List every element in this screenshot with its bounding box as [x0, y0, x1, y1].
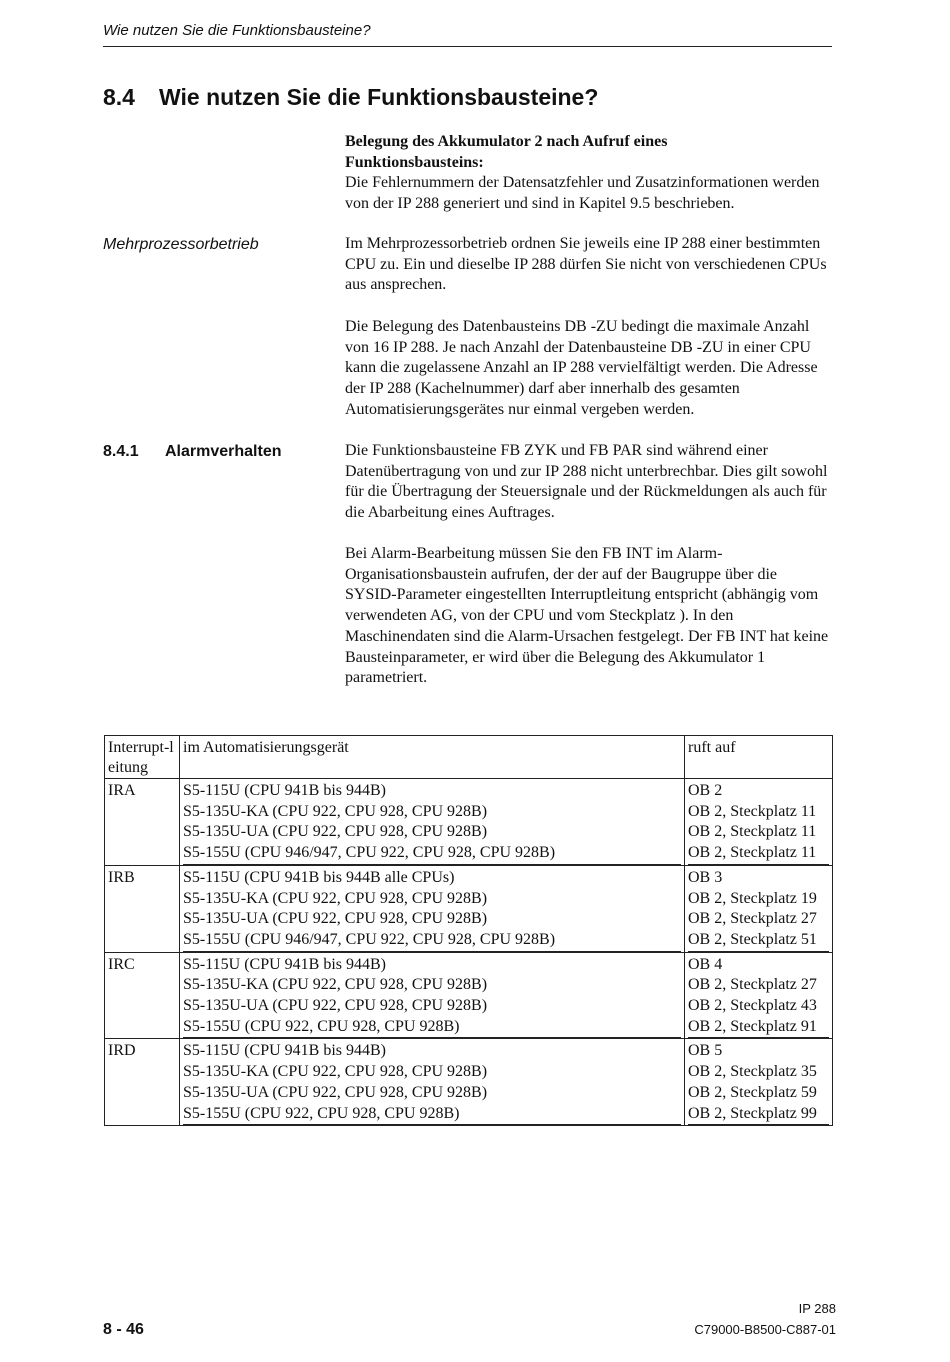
interrupt-table: [104, 735, 833, 1126]
call-cell: [685, 1039, 833, 1126]
call-entry: OB 2, Steckplatz 11: [688, 823, 817, 841]
device-entry: S5-115U (CPU 941B bis 944B): [183, 955, 386, 973]
device-entry: S5-135U-KA (CPU 922, CPU 928, CPU 928B): [183, 802, 488, 820]
call-entry: OB 2, Steckplatz 11: [688, 802, 817, 820]
call-entry: OB 2, Steckplatz 35: [688, 1063, 817, 1081]
device-entry: S5-135U-UA (CPU 922, CPU 928, CPU 928B): [183, 1083, 488, 1101]
header-device: im Automatisierungsgerät: [180, 736, 685, 779]
running-header: Wie nutzen Sie die Funktionsbausteine?: [103, 22, 371, 39]
call-entry: OB 2, Steckplatz 59: [688, 1083, 817, 1101]
device-entry: S5-135U-UA (CPU 922, CPU 928, CPU 928B): [183, 997, 488, 1015]
multiproc-block: [345, 234, 830, 296]
interrupt-line-cell: IRD: [105, 1039, 180, 1126]
multiproc-para1: Im Mehrprozessorbetrieb ordnen Sie jeweils eine IP 288 einer bestimmten CPU zu. Ein und dieselbe IP 288 dürfen Sie nicht von verschiedenen CPUs aus ansprechen.: [345, 235, 827, 294]
footer-doc-number: C79000-B8500-C887-01: [694, 1322, 836, 1337]
device-cell: [180, 779, 685, 866]
accu-heading-line1: Belegung des Akkumulator 2 nach Aufruf eines: [345, 133, 668, 150]
interrupt-line-cell: IRC: [105, 952, 180, 1039]
table-row: [105, 779, 833, 866]
device-entry: S5-155U (CPU 946/947, CPU 922, CPU 928, CPU 928B): [183, 843, 681, 865]
page-number: 8 - 46: [103, 1321, 144, 1338]
call-entry: OB 3: [688, 868, 723, 886]
alarm-block: [345, 441, 830, 524]
interrupt-line-cell: IRB: [105, 865, 180, 952]
section-title: Wie nutzen Sie die Funktionsbausteine?: [159, 84, 599, 110]
device-entry: S5-135U-KA (CPU 922, CPU 928, CPU 928B): [183, 889, 488, 907]
device-entry: S5-135U-UA (CPU 922, CPU 928, CPU 928B): [183, 823, 488, 841]
section-heading: [103, 84, 598, 111]
section-number: 8.4: [103, 84, 135, 110]
alarm-title: Alarmverhalten: [165, 443, 282, 460]
call-entry: OB 2, Steckplatz 99: [688, 1104, 829, 1126]
accu-text: Die Fehlernummern der Datensatzfehler und Zusatzinformationen werden von der IP 288 generiert und sind in Kapitel 9.5 beschrieben.: [345, 174, 820, 213]
device-cell: [180, 1039, 685, 1126]
table-header-row: [105, 736, 833, 779]
alarm-number: 8.4.1: [103, 443, 139, 460]
multiproc-block-2: [345, 317, 830, 421]
device-entry: S5-115U (CPU 941B bis 944B): [183, 1042, 386, 1060]
footer-product: IP 288: [798, 1301, 836, 1316]
device-entry: S5-155U (CPU 922, CPU 928, CPU 928B): [183, 1104, 681, 1126]
call-entry: OB 2: [688, 782, 723, 799]
call-entry: OB 2, Steckplatz 51: [688, 930, 829, 952]
call-entry: OB 2, Steckplatz 27: [688, 976, 817, 994]
device-cell: [180, 865, 685, 952]
multiproc-para2: Die Belegung des Datenbausteins DB -ZU bedingt die maximale Anzahl von 16 IP 288. Je nach Anzahl der Datenbausteine DB -ZU in einer CPU kann die zugelassene Anzahl an IP 288 vervielfältigt werden. Die Adresse der IP 288 (Kachelnummer) darf aber innerhalb des gesamten Automatisierungsgerätes nur einmal vergeben werden.: [345, 318, 818, 418]
header-interrupt-line: Interrupt-leitung: [105, 736, 180, 779]
call-entry: OB 2, Steckplatz 19: [688, 889, 817, 907]
call-entry: OB 4: [688, 955, 723, 973]
alarm-block-2: [345, 544, 830, 689]
device-entry: S5-115U (CPU 941B bis 944B alle CPUs): [183, 868, 455, 886]
footer-doc-info: [694, 1298, 836, 1340]
call-entry: OB 2, Steckplatz 91: [688, 1017, 829, 1039]
alarm-para2: Bei Alarm-Bearbeitung müssen Sie den FB INT im Alarm-Organisationsbaustein aufrufen, der der auf der Baugruppe über die SYSID-Parameter eingestellten Interruptleitung entspricht (abhängig vom verwendeten AG, von der CPU und vom Steckplatz ). In den Maschinendaten sind die Alarm-Ursachen festgelegt. Der FB INT hat keine Bausteinparameter, er wird über die Belegung des Akkumulator 1 parametriert.: [345, 545, 829, 687]
header-rule: [103, 46, 832, 47]
call-cell: [685, 865, 833, 952]
call-cell: [685, 952, 833, 1039]
call-entry: OB 2, Steckplatz 27: [688, 910, 817, 928]
device-entry: S5-135U-KA (CPU 922, CPU 928, CPU 928B): [183, 1063, 488, 1081]
accu-block: [345, 132, 830, 215]
device-entry: S5-155U (CPU 946/947, CPU 922, CPU 928, CPU 928B): [183, 930, 681, 952]
device-entry: S5-155U (CPU 922, CPU 928, CPU 928B): [183, 1017, 681, 1039]
accu-heading-line2: Funktionsbausteins:: [345, 153, 484, 171]
call-entry: OB 2, Steckplatz 43: [688, 997, 817, 1015]
device-entry: S5-115U (CPU 941B bis 944B): [183, 782, 386, 799]
table-row: [105, 952, 833, 1039]
table-body: [105, 779, 833, 1126]
call-entry: OB 2, Steckplatz 11: [688, 843, 829, 865]
header-calls: ruft auf: [685, 736, 833, 779]
multiproc-label: Mehrprozessorbetrieb: [103, 236, 259, 253]
device-entry: S5-135U-UA (CPU 922, CPU 928, CPU 928B): [183, 910, 488, 928]
table-row: [105, 1039, 833, 1126]
alarm-para1: Die Funktionsbausteine FB ZYK und FB PAR sind während einer Datenübertragung von und zur IP 288 nicht unterbrechbar. Dies gilt sowohl für die Übertragung der Steuersignale und der Rückmeldungen als auch für die Abarbeitung eines Auftrages.: [345, 442, 828, 522]
device-cell: [180, 952, 685, 1039]
device-entry: S5-135U-KA (CPU 922, CPU 928, CPU 928B): [183, 976, 488, 994]
call-entry: OB 5: [688, 1042, 723, 1060]
table-row: [105, 865, 833, 952]
alarm-heading: [103, 443, 282, 461]
call-cell: [685, 779, 833, 866]
interrupt-line-cell: IRA: [105, 779, 180, 866]
